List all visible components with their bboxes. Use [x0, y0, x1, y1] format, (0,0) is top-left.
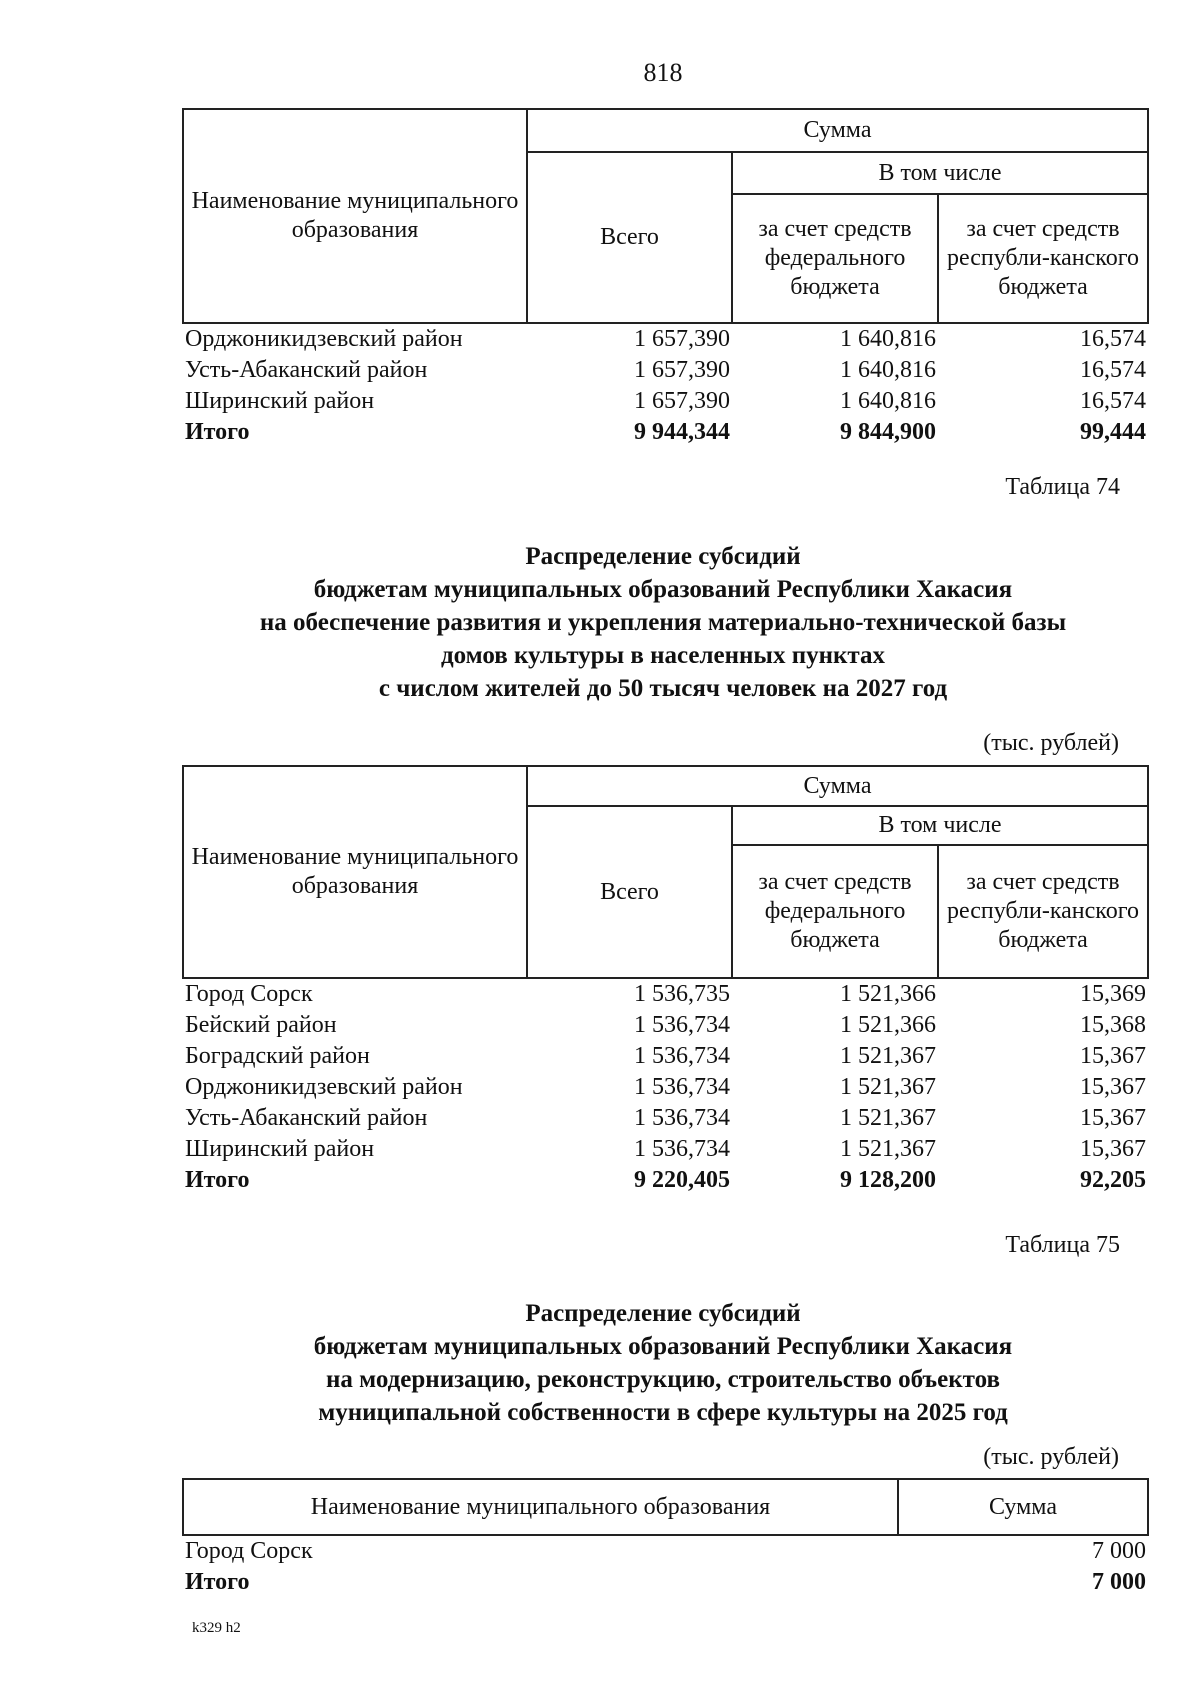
- title-line: домов культуры в населенных пунктах: [441, 642, 885, 669]
- total-federal: 9 844,900: [840, 419, 936, 445]
- table-row: [183, 355, 1148, 386]
- cell-total: 1 536,734: [634, 1136, 730, 1162]
- cell-name: Орджоникидзевский район: [185, 1074, 463, 1100]
- total-republican: 99,444: [1080, 419, 1147, 445]
- title-line: Распределение субсидий: [525, 543, 801, 570]
- table-row: [183, 1134, 1148, 1165]
- title-line: муниципальной собственности в сфере культуры на 2025 год: [318, 1399, 1008, 1426]
- cell-federal: 1 640,816: [840, 388, 936, 414]
- header-including: В том числе: [732, 152, 1148, 194]
- cell-federal: 1 521,367: [840, 1043, 936, 1069]
- total-sum: 9 944,344: [634, 419, 730, 445]
- header-sum: Сумма: [527, 766, 1148, 806]
- cell-republican: 16,574: [1080, 388, 1147, 414]
- cell-federal: 1 521,366: [840, 1012, 936, 1038]
- cell-name: Ширинский район: [185, 388, 375, 414]
- cell-total: 1 536,734: [634, 1105, 730, 1131]
- header-name: Наименование муниципального образования: [183, 1479, 898, 1535]
- table-74: [182, 765, 1149, 1196]
- cell-federal: 1 640,816: [840, 357, 936, 383]
- title-line: бюджетам муниципальных образований Республики Хакасия: [313, 576, 1013, 603]
- cell-name: Город Сорск: [185, 1538, 313, 1564]
- table-75-units: (тыс. рублей): [983, 1444, 1119, 1470]
- cell-name: Боградский район: [185, 1043, 370, 1069]
- table-75-title: [0, 1297, 1200, 1429]
- cell-federal: 1 521,367: [840, 1136, 936, 1162]
- cell-name: Бейский район: [185, 1012, 337, 1038]
- total-label: Итого: [185, 1569, 250, 1595]
- table-74-units: (тыс. рублей): [983, 730, 1119, 756]
- cell-republican: 15,367: [1080, 1105, 1147, 1131]
- table-row: [183, 1103, 1148, 1134]
- table-row: [183, 1010, 1148, 1041]
- table-74-label: Таблица 74: [1005, 474, 1120, 500]
- cell-republican: 15,367: [1080, 1074, 1147, 1100]
- title-line: с числом жителей до 50 тысяч человек на 2027 год: [378, 675, 948, 702]
- header-sum: Сумма: [527, 109, 1148, 152]
- table-row: [183, 386, 1148, 417]
- header-republican: за счет средств республи-канского бюджета: [938, 194, 1148, 323]
- cell-federal: 1 521,366: [840, 981, 936, 1007]
- title-line: Распределение субсидий: [525, 1300, 801, 1327]
- total-label: Итого: [185, 1167, 250, 1193]
- cell-total: 1 536,734: [634, 1043, 730, 1069]
- header-federal: за счет средств федерального бюджета: [732, 845, 938, 978]
- total-row: [183, 1567, 1148, 1598]
- cell-total: 1 657,390: [634, 326, 730, 352]
- cell-total: 1 536,735: [634, 981, 730, 1007]
- header-name: Наименование муниципального образования: [183, 109, 527, 323]
- header-sum: Сумма: [898, 1479, 1148, 1535]
- table-row: [183, 978, 1148, 1010]
- cell-total: 1 657,390: [634, 388, 730, 414]
- total-row: [183, 1165, 1148, 1196]
- page-number: 818: [643, 58, 683, 87]
- header-republican: за счет средств республи-канского бюджета: [938, 845, 1148, 978]
- footer-code: k329 h2: [192, 1620, 241, 1636]
- total-label: Итого: [185, 419, 250, 445]
- cell-republican: 15,367: [1080, 1043, 1147, 1069]
- header-name: Наименование муниципального образования: [183, 766, 527, 978]
- cell-republican: 15,367: [1080, 1136, 1147, 1162]
- cell-federal: 1 521,367: [840, 1105, 936, 1131]
- title-line: на обеспечение развития и укрепления материально-технической базы: [259, 609, 1067, 636]
- header-total: Всего: [527, 806, 732, 978]
- cell-republican: 15,368: [1080, 1012, 1147, 1038]
- cell-federal: 1 521,367: [840, 1074, 936, 1100]
- cell-name: Усть-Абаканский район: [185, 357, 428, 383]
- header-federal: за счет средств федерального бюджета: [732, 194, 938, 323]
- cell-republican: 15,369: [1080, 981, 1147, 1007]
- table-75-label: Таблица 75: [1005, 1232, 1120, 1258]
- cell-name: Ширинский район: [185, 1136, 375, 1162]
- title-line: бюджетам муниципальных образований Республики Хакасия: [313, 1333, 1013, 1360]
- total-sum: 9 220,405: [634, 1167, 730, 1193]
- table-row: [183, 1535, 1148, 1567]
- header-including: В том числе: [732, 806, 1148, 845]
- title-line: на модернизацию, реконструкцию, строительство объектов: [326, 1366, 1000, 1393]
- cell-total: 1 536,734: [634, 1012, 730, 1038]
- total-federal: 9 128,200: [840, 1167, 936, 1193]
- cell-name: Город Сорск: [185, 981, 313, 1007]
- cell-total: 1 536,734: [634, 1074, 730, 1100]
- table-74-title: [0, 540, 1200, 705]
- cell-name: Орджоникидзевский район: [185, 326, 463, 352]
- header-total: Всего: [527, 152, 732, 323]
- cell-name: Усть-Абаканский район: [185, 1105, 428, 1131]
- cell-republican: 16,574: [1080, 357, 1147, 383]
- total-republican: 92,205: [1080, 1167, 1147, 1193]
- total-row: [183, 417, 1148, 448]
- cell-republican: 16,574: [1080, 326, 1147, 352]
- total-sum: 7 000: [1092, 1569, 1146, 1595]
- cell-federal: 1 640,816: [840, 326, 936, 352]
- table-row: [183, 1072, 1148, 1103]
- cell-total: 1 657,390: [634, 357, 730, 383]
- cell-sum: 7 000: [1092, 1538, 1146, 1564]
- table-row: [183, 323, 1148, 355]
- table-row: [183, 1041, 1148, 1072]
- table-75: [182, 1478, 1149, 1598]
- table-73: [182, 108, 1149, 448]
